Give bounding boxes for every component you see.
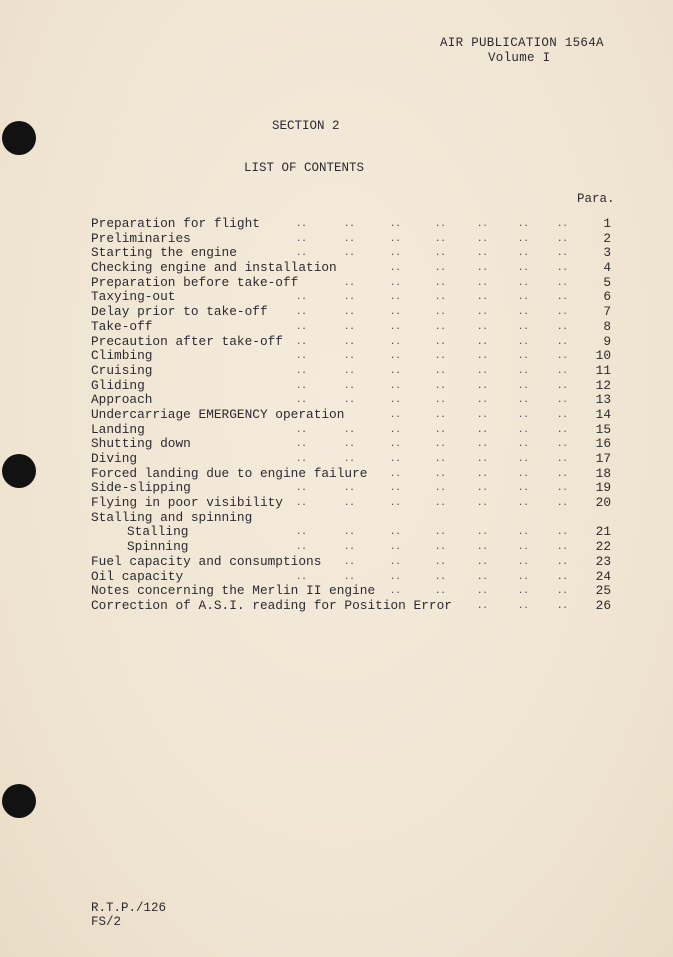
leader-dots: .. xyxy=(477,468,488,479)
entry-para-number: 26 xyxy=(595,597,611,613)
leader-dots: .. xyxy=(557,263,568,274)
leader-dots: .. xyxy=(296,439,307,450)
leader-dots: .. xyxy=(477,600,488,611)
entry-para-number: 2 xyxy=(603,230,611,246)
contents-entry xyxy=(91,379,611,394)
leader-dots: .. xyxy=(296,454,307,464)
entry-para-number: 1 xyxy=(603,216,611,231)
leader-dots: .. xyxy=(296,380,307,391)
entry-title: Fuel capacity and consumptions xyxy=(91,553,322,569)
entry-para-number: 22 xyxy=(595,539,611,555)
leader-dots: .. xyxy=(435,219,446,229)
leader-dots: .. xyxy=(390,321,401,332)
leader-dots: .. xyxy=(477,542,488,553)
leader-dots: .. xyxy=(390,556,401,567)
punch-hole-middle xyxy=(2,454,36,488)
entry-title: Stalling and spinning xyxy=(91,509,253,525)
leader-dots: .. xyxy=(296,336,307,347)
leader-dots: .. xyxy=(477,439,488,450)
entry-title: Preliminaries xyxy=(91,230,191,246)
entry-para-number: 17 xyxy=(595,451,611,466)
leader-dots: .. xyxy=(435,365,446,376)
punch-hole-top xyxy=(2,121,36,155)
leader-dots: .. xyxy=(557,409,568,420)
leader-dots: .. xyxy=(390,571,401,582)
entry-para-number: 21 xyxy=(595,524,611,540)
leader-dots: .. xyxy=(435,263,446,274)
leader-dots: .. xyxy=(557,365,568,376)
entry-title: Cruising xyxy=(91,362,153,378)
entry-para-number: 10 xyxy=(595,348,611,364)
contents-entry xyxy=(91,511,611,526)
entry-para-number: 14 xyxy=(595,406,611,422)
entry-title: Notes concerning the Merlin II engine xyxy=(91,583,376,599)
leader-dots: .. xyxy=(344,542,355,553)
leader-dots: .. xyxy=(435,542,446,553)
contents-entry xyxy=(91,437,611,452)
leader-dots: .. xyxy=(344,365,355,376)
leader-dots: .. xyxy=(477,454,488,464)
leader-dots: .. xyxy=(477,556,488,567)
contents-entry xyxy=(91,261,611,276)
leader-dots: .. xyxy=(477,292,488,303)
entry-title: Stalling xyxy=(127,524,189,540)
leader-dots: .. xyxy=(557,454,568,464)
leader-dots: .. xyxy=(435,307,446,318)
punch-hole-bottom xyxy=(2,784,36,818)
leader-dots: .. xyxy=(390,219,401,229)
leader-dots: .. xyxy=(390,380,401,391)
leader-dots: .. xyxy=(435,248,446,259)
leader-dots: .. xyxy=(518,219,529,229)
leader-dots: .. xyxy=(435,409,446,420)
contents-entry xyxy=(91,525,611,540)
contents-entry xyxy=(91,467,611,482)
contents-entry xyxy=(91,305,611,320)
leader-dots: .. xyxy=(557,542,568,553)
leader-dots: .. xyxy=(435,424,446,435)
leader-dots: .. xyxy=(435,527,446,538)
contents-entry xyxy=(91,496,611,511)
leader-dots: .. xyxy=(477,219,488,229)
entry-para-number: 25 xyxy=(595,583,611,599)
leader-dots: .. xyxy=(296,395,307,406)
entry-title: Landing xyxy=(91,421,145,437)
leader-dots: .. xyxy=(477,321,488,332)
leader-dots: .. xyxy=(477,586,488,597)
entry-para-number: 13 xyxy=(595,392,611,408)
leader-dots: .. xyxy=(390,424,401,435)
leader-dots: .. xyxy=(557,498,568,509)
entry-para-number: 5 xyxy=(603,274,611,290)
entry-para-number: 19 xyxy=(595,480,611,496)
leader-dots: .. xyxy=(557,571,568,582)
entry-title: Taxying-out xyxy=(91,289,176,305)
leader-dots: .. xyxy=(344,424,355,435)
leader-dots: .. xyxy=(344,277,355,288)
leader-dots: .. xyxy=(390,439,401,450)
leader-dots: .. xyxy=(390,542,401,553)
entry-para-number: 12 xyxy=(595,377,611,393)
contents-entry xyxy=(91,276,611,291)
leader-dots: .. xyxy=(344,439,355,450)
leader-dots: .. xyxy=(390,409,401,420)
leader-dots: .. xyxy=(296,233,307,244)
leader-dots: .. xyxy=(344,233,355,244)
leader-dots: .. xyxy=(296,483,307,494)
entry-title: Starting the engine xyxy=(91,245,237,261)
leader-dots: .. xyxy=(296,542,307,553)
leader-dots: .. xyxy=(435,321,446,332)
entry-title: Correction of A.S.I. reading for Position Error xyxy=(91,597,452,613)
leader-dots: .. xyxy=(435,439,446,450)
leader-dots: .. xyxy=(557,424,568,435)
entry-para-number: 24 xyxy=(595,568,611,584)
leader-dots: .. xyxy=(518,409,529,420)
leader-dots: .. xyxy=(557,556,568,567)
leader-dots: .. xyxy=(344,351,355,362)
para-column-heading: Para. xyxy=(577,192,615,206)
leader-dots: .. xyxy=(435,468,446,479)
leader-dots: .. xyxy=(296,219,307,229)
leader-dots: .. xyxy=(296,498,307,509)
leader-dots: .. xyxy=(518,483,529,494)
leader-dots: .. xyxy=(477,336,488,347)
leader-dots: .. xyxy=(390,468,401,479)
entry-title: Diving xyxy=(91,451,138,466)
leader-dots: .. xyxy=(518,365,529,376)
leader-dots: .. xyxy=(557,527,568,538)
leader-dots: .. xyxy=(477,527,488,538)
leader-dots: .. xyxy=(435,233,446,244)
leader-dots: .. xyxy=(390,277,401,288)
leader-dots: .. xyxy=(477,409,488,420)
entry-para-number: 20 xyxy=(595,495,611,511)
leader-dots: .. xyxy=(296,351,307,362)
contents-entry xyxy=(91,584,611,599)
contents-entry xyxy=(91,555,611,570)
entry-title: Climbing xyxy=(91,348,153,364)
leader-dots: .. xyxy=(518,307,529,318)
entry-para-number: 8 xyxy=(603,318,611,334)
leader-dots: .. xyxy=(557,219,568,229)
leader-dots: .. xyxy=(296,365,307,376)
entry-para-number: 18 xyxy=(595,465,611,481)
contents-entry xyxy=(91,481,611,496)
leader-dots: .. xyxy=(344,336,355,347)
leader-dots: .. xyxy=(435,454,446,464)
leader-dots: .. xyxy=(435,483,446,494)
leader-dots: .. xyxy=(518,380,529,391)
volume-label: Volume I xyxy=(488,51,551,65)
leader-dots: .. xyxy=(518,351,529,362)
entry-para-number: 23 xyxy=(595,553,611,569)
contents-entry xyxy=(91,393,611,408)
contents-entry xyxy=(91,364,611,379)
leader-dots: .. xyxy=(390,483,401,494)
contents-entry xyxy=(91,452,611,467)
leader-dots: .. xyxy=(518,233,529,244)
leader-dots: .. xyxy=(518,248,529,259)
entry-para-number: 7 xyxy=(603,304,611,320)
leader-dots: .. xyxy=(435,586,446,597)
leader-dots: .. xyxy=(435,556,446,567)
leader-dots: .. xyxy=(344,527,355,538)
leader-dots: .. xyxy=(518,556,529,567)
leader-dots: .. xyxy=(390,263,401,274)
leader-dots: .. xyxy=(435,336,446,347)
leader-dots: .. xyxy=(435,498,446,509)
contents-entry xyxy=(91,423,611,438)
leader-dots: .. xyxy=(557,439,568,450)
entry-para-number: 15 xyxy=(595,421,611,437)
entry-title: Forced landing due to engine failure xyxy=(91,465,368,481)
leader-dots: .. xyxy=(477,351,488,362)
leader-dots: .. xyxy=(557,321,568,332)
leader-dots: .. xyxy=(296,321,307,332)
leader-dots: .. xyxy=(557,307,568,318)
contents-entry xyxy=(91,320,611,335)
contents-entry xyxy=(91,246,611,261)
leader-dots: .. xyxy=(296,424,307,435)
leader-dots: .. xyxy=(518,586,529,597)
leader-dots: .. xyxy=(557,292,568,303)
contents-list xyxy=(91,217,611,614)
leader-dots: .. xyxy=(518,321,529,332)
leader-dots: .. xyxy=(435,571,446,582)
entry-para-number: 11 xyxy=(595,362,611,378)
entry-title: Undercarriage EMERGENCY operation xyxy=(91,406,345,422)
leader-dots: .. xyxy=(518,468,529,479)
entry-para-number: 3 xyxy=(603,245,611,261)
section-heading: SECTION 2 xyxy=(272,119,340,133)
leader-dots: .. xyxy=(344,307,355,318)
entry-title: Delay prior to take-off xyxy=(91,304,268,320)
entry-title: Flying in poor visibility xyxy=(91,495,283,511)
contents-entry xyxy=(91,290,611,305)
leader-dots: .. xyxy=(557,233,568,244)
leader-dots: .. xyxy=(344,483,355,494)
entry-title: Checking engine and installation xyxy=(91,260,337,276)
leader-dots: .. xyxy=(477,483,488,494)
leader-dots: .. xyxy=(390,292,401,303)
entry-title: Take-off xyxy=(91,318,153,334)
leader-dots: .. xyxy=(477,571,488,582)
leader-dots: .. xyxy=(477,424,488,435)
leader-dots: .. xyxy=(518,395,529,406)
leader-dots: .. xyxy=(518,292,529,303)
leader-dots: .. xyxy=(477,498,488,509)
entry-title: Shutting down xyxy=(91,436,191,452)
leader-dots: .. xyxy=(296,248,307,259)
leader-dots: .. xyxy=(390,336,401,347)
leader-dots: .. xyxy=(344,380,355,391)
entry-title: Spinning xyxy=(127,539,189,555)
leader-dots: .. xyxy=(296,527,307,538)
leader-dots: .. xyxy=(390,586,401,597)
leader-dots: .. xyxy=(557,600,568,611)
contents-entry xyxy=(91,408,611,423)
leader-dots: .. xyxy=(435,351,446,362)
leader-dots: .. xyxy=(477,380,488,391)
leader-dots: .. xyxy=(296,307,307,318)
leader-dots: .. xyxy=(390,498,401,509)
entry-para-number: 9 xyxy=(603,333,611,349)
leader-dots: .. xyxy=(518,424,529,435)
leader-dots: .. xyxy=(557,336,568,347)
leader-dots: .. xyxy=(344,556,355,567)
leader-dots: .. xyxy=(557,395,568,406)
leader-dots: .. xyxy=(296,571,307,582)
contents-entry xyxy=(91,232,611,247)
entry-title: Approach xyxy=(91,392,153,408)
entry-title: Preparation for flight xyxy=(91,216,260,231)
entry-title: Side-slipping xyxy=(91,480,191,496)
leader-dots: .. xyxy=(344,498,355,509)
leader-dots: .. xyxy=(344,571,355,582)
leader-dots: .. xyxy=(477,233,488,244)
leader-dots: .. xyxy=(477,248,488,259)
leader-dots: .. xyxy=(557,468,568,479)
leader-dots: .. xyxy=(390,395,401,406)
entry-para-number: 4 xyxy=(603,260,611,276)
leader-dots: .. xyxy=(435,277,446,288)
entry-title: Precaution after take-off xyxy=(91,333,283,349)
leader-dots: .. xyxy=(477,395,488,406)
leader-dots: .. xyxy=(390,307,401,318)
leader-dots: .. xyxy=(435,395,446,406)
leader-dots: .. xyxy=(557,586,568,597)
entry-title: Preparation before take-off xyxy=(91,274,299,290)
leader-dots: .. xyxy=(344,454,355,464)
list-of-contents-title: LIST OF CONTENTS xyxy=(244,161,365,175)
leader-dots: .. xyxy=(344,292,355,303)
leader-dots: .. xyxy=(390,527,401,538)
leader-dots: .. xyxy=(518,336,529,347)
reference-code: R.T.P./126 xyxy=(91,901,167,915)
leader-dots: .. xyxy=(518,439,529,450)
leader-dots: .. xyxy=(557,248,568,259)
leader-dots: .. xyxy=(557,483,568,494)
entry-title: Gliding xyxy=(91,377,145,393)
leader-dots: .. xyxy=(344,395,355,406)
leader-dots: .. xyxy=(518,498,529,509)
leader-dots: .. xyxy=(435,292,446,303)
contents-entry xyxy=(91,349,611,364)
publication-number: AIR PUBLICATION 1564A xyxy=(440,36,604,50)
contents-entry xyxy=(91,570,611,585)
leader-dots: .. xyxy=(344,248,355,259)
contents-entry xyxy=(91,335,611,350)
leader-dots: .. xyxy=(344,219,355,229)
entry-para-number: 16 xyxy=(595,436,611,452)
leader-dots: .. xyxy=(390,233,401,244)
leader-dots: .. xyxy=(344,321,355,332)
leader-dots: .. xyxy=(477,277,488,288)
leader-dots: .. xyxy=(518,571,529,582)
leader-dots: .. xyxy=(518,454,529,464)
leader-dots: .. xyxy=(435,380,446,391)
leader-dots: .. xyxy=(477,307,488,318)
leader-dots: .. xyxy=(390,248,401,259)
leader-dots: .. xyxy=(518,277,529,288)
contents-entry xyxy=(91,599,611,614)
leader-dots: .. xyxy=(557,380,568,391)
leader-dots: .. xyxy=(557,351,568,362)
leader-dots: .. xyxy=(557,277,568,288)
leader-dots: .. xyxy=(477,263,488,274)
leader-dots: .. xyxy=(296,292,307,303)
leader-dots: .. xyxy=(518,527,529,538)
contents-entry xyxy=(91,540,611,555)
reference-subcode: FS/2 xyxy=(91,915,122,929)
entry-title: Oil capacity xyxy=(91,568,184,584)
leader-dots: .. xyxy=(390,351,401,362)
leader-dots: .. xyxy=(477,365,488,376)
contents-entry xyxy=(91,217,611,232)
entry-para-number: 6 xyxy=(603,289,611,305)
leader-dots: .. xyxy=(518,542,529,553)
leader-dots: .. xyxy=(518,263,529,274)
leader-dots: .. xyxy=(390,365,401,376)
leader-dots: .. xyxy=(518,600,529,611)
leader-dots: .. xyxy=(390,454,401,464)
